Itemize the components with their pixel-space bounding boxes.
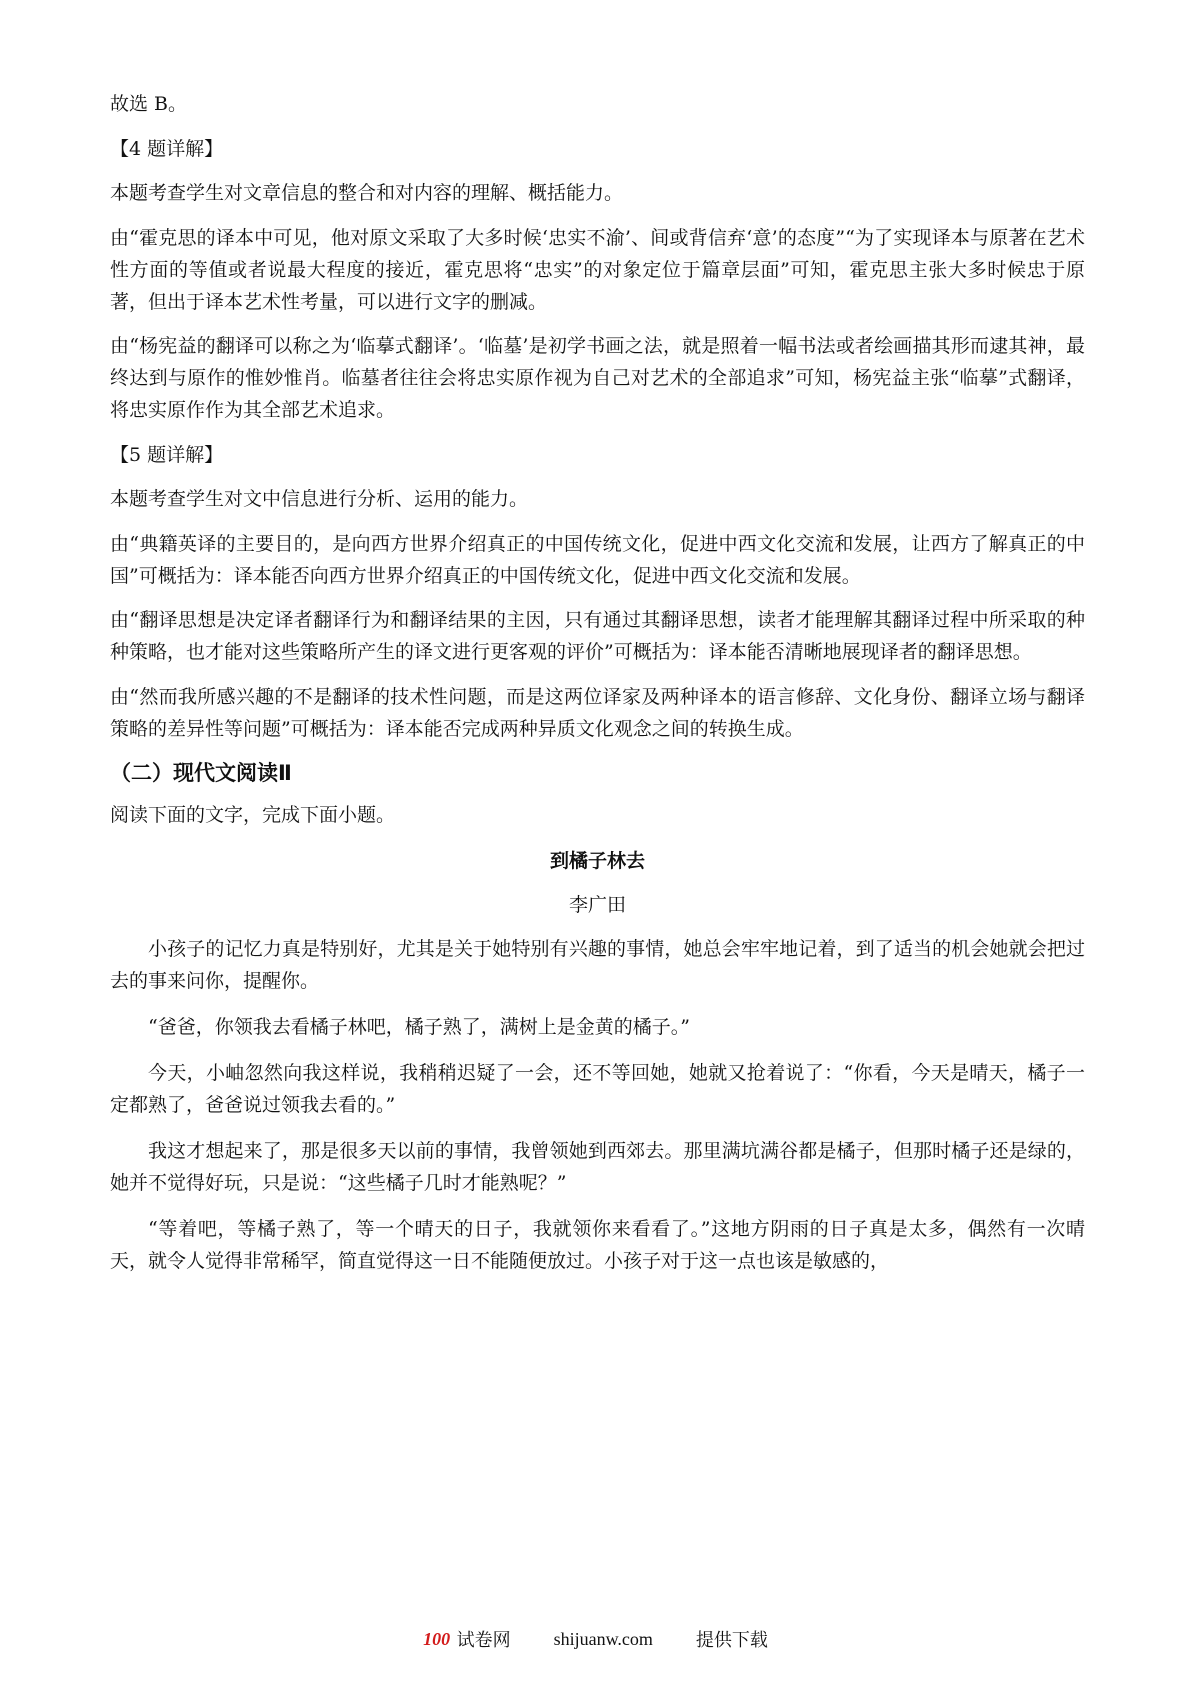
q5-paragraph: 由“典籍英译的主要目的，是向西方世界介绍真正的中国传统文化，促进中西文化交流和发展，让西方了解真正的中国”可概括为：译本能否向西方世界介绍真正的中国传统文化，促进中西文化交流和发展。 [110, 532, 1085, 587]
document-body [110, 88, 1085, 1291]
q5-paragraph: 由“然而我所感兴趣的不是翻译的技术性问题，而是这两位译家及两种译本的语言修辞、文化身份、翻译立场与翻译策略的差异性等问题”可概括为：译本能否完成两种异质文化观念之间的转换生成。 [110, 685, 1085, 740]
reading-instruction: 阅读下面的文字，完成下面小题。 [110, 804, 396, 826]
answer-line: 故选 B。 [110, 93, 188, 115]
story-paragraph: 我这才想起来了，那是很多天以前的事情，我曾领她到西郊去。那里满坑满谷都是橘子，但那时橘子还是绿的，她并不觉得好玩，只是说：“这些橘子几时才能熟呢？” [110, 1140, 1085, 1194]
story [110, 845, 1085, 1277]
q5-paragraph: 由“翻译思想是决定译者翻译行为和翻译结果的主因，只有通过其翻译思想，读者才能理解其翻译过程中所采取的种种策略，也才能对这些策略所产生的译文进行更客观的评价”可概括为：译本能否清晰地展现译者的翻译思想。 [110, 609, 1085, 663]
q4-paragraph: 由“杨宪益的翻译可以称之为‘临摹式翻译’。‘临墓’是初学书画之法，就是照着一幅书法或者绘画描其形而逮其神，最终达到与原作的惟妙惟肖。临墓者往往会将忠实原作视为自己对艺术的全部追求”可知，杨宪益主张“临摹”式翻译，将忠实原作作为其全部艺术追求。 [110, 335, 1085, 421]
story-paragraph: 小孩子的记忆力真是特别好，尤其是关于她特别有兴趣的事情，她总会牢牢地记着，到了适当的机会她就会把过去的事来问你，提醒你。 [110, 938, 1085, 992]
story-paragraph: “爸爸，你领我去看橘子林吧，橘子熟了，满树上是金黄的橘子。” [148, 1016, 690, 1038]
q4-paragraph: 由“霍克思的译本中可见，他对原文采取了大多时候‘忠实不渝’、间或背信弃‘意’的态度”“为了实现译本与原著在艺术性方面的等值或者说最大程度的接近，霍克思将“忠实”的对象定位于篇章层面”可知，霍克思主张大多时候忠于原著，但出于译本艺术性考量，可以进行文字的删减。 [110, 226, 1085, 313]
story-author: 李广田 [568, 894, 626, 916]
site-logo: 100 [423, 1628, 451, 1649]
page-footer [0, 1626, 1191, 1652]
q5-heading: 【5 题详解】 [110, 443, 224, 466]
story-title: 到橘子林去 [549, 850, 645, 872]
story-paragraph: “等着吧，等橘子熟了，等一个晴天的日子，我就领你来看看了。”这地方阴雨的日子真是太多，偶然有一次晴天，就令人觉得非常稀罕，简直觉得这一日不能随便放过。小孩子对于这一点也该是敏感的， [110, 1218, 1085, 1272]
q4-paragraph: 本题考查学生对文章信息的整合和对内容的理解、概括能力。 [110, 182, 624, 204]
story-paragraph: 今天，小岫忽然向我这样说，我稍稍迟疑了一会，还不等回她，她就又抢着说了：“你看，今天是晴天，橘子一定都熟了，爸爸说过领我去看的。” [110, 1062, 1085, 1116]
download-note: 提供下载 [695, 1630, 768, 1650]
site-domain-link[interactable]: shijuanw.com [553, 1628, 653, 1649]
section-heading: （二）现代文阅读Ⅱ [110, 761, 292, 785]
q4-heading: 【4 题详解】 [110, 137, 224, 160]
site-name: 试卷网 [456, 1630, 511, 1650]
q5-paragraph: 本题考查学生对文中信息进行分析、运用的能力。 [110, 488, 529, 510]
